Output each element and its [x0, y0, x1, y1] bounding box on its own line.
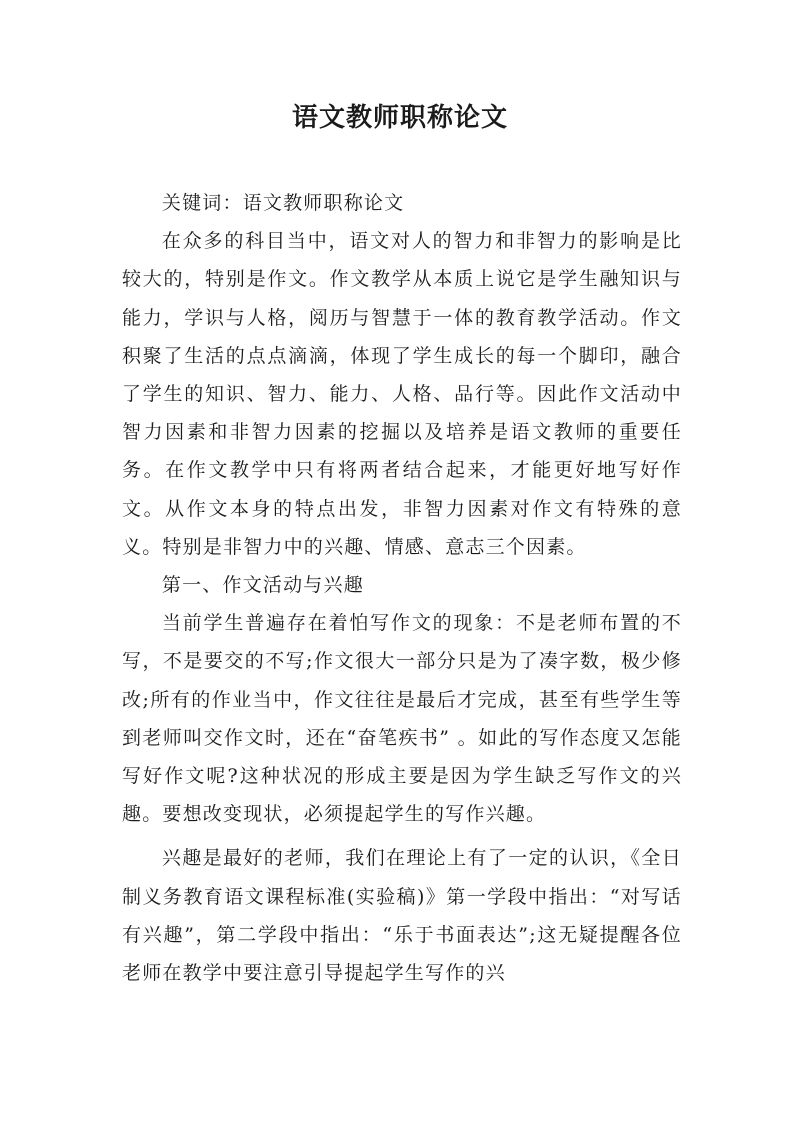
paragraph-fear-of-writing: 当前学生普遍存在着怕写作文的现象：不是老师布置的不写，不是要交的不写;作文很大一部分只是为了凑字数，极少修改;所有的作业当中，作文往往是最后才完成，甚至有些学生等到老师叫交作文时，还在“奋笔疾书” 。如此的写作态度又怎能写好作文呢?这种状况的形成主要是因为学生缺乏写作文的兴趣。要想改变现状，必须提起学生的写作兴趣。 — [122, 612, 682, 826]
paragraph-intro: 在众多的科目当中，语文对人的智力和非智力的影响是比较大的，特别是作文。作文教学从本质上说它是学生融知识与能力，学识与人格，阅历与智慧于一体的教育教学活动。作文积聚了生活的点点滴滴，体现了学生成长的每一个脚印，融合了学生的知识、智力、能力、人格、品行等。因此作文活动中智力因素和非智力因素的挖掘以及培养是语文教师的重要任务。在作文教学中只有将两者结合起来，才能更好地写好作文。从作文本身的特点出发，非智力因素对作文有特殊的意义。特别是非智力中的兴趣、情感、意志三个因素。 — [122, 230, 682, 558]
keywords-line: 关键词：语文教师职称论文 — [161, 192, 405, 214]
document-body — [122, 184, 682, 992]
section-heading: 第一、作文活动与兴趣 — [161, 574, 364, 597]
paragraph-interest: 兴趣是最好的老师，我们在理论上有了一定的认识，《全日制义务教育语文课程标准(实验稿)》第一学段中指出：“对写话有兴趣”，第二学段中指出：“乐于书面表达”;这无疑提醒各位老师在教学中要注意引导提起学生写作的兴 — [122, 847, 682, 985]
document-title: 语文教师职称论文 — [291, 103, 508, 133]
